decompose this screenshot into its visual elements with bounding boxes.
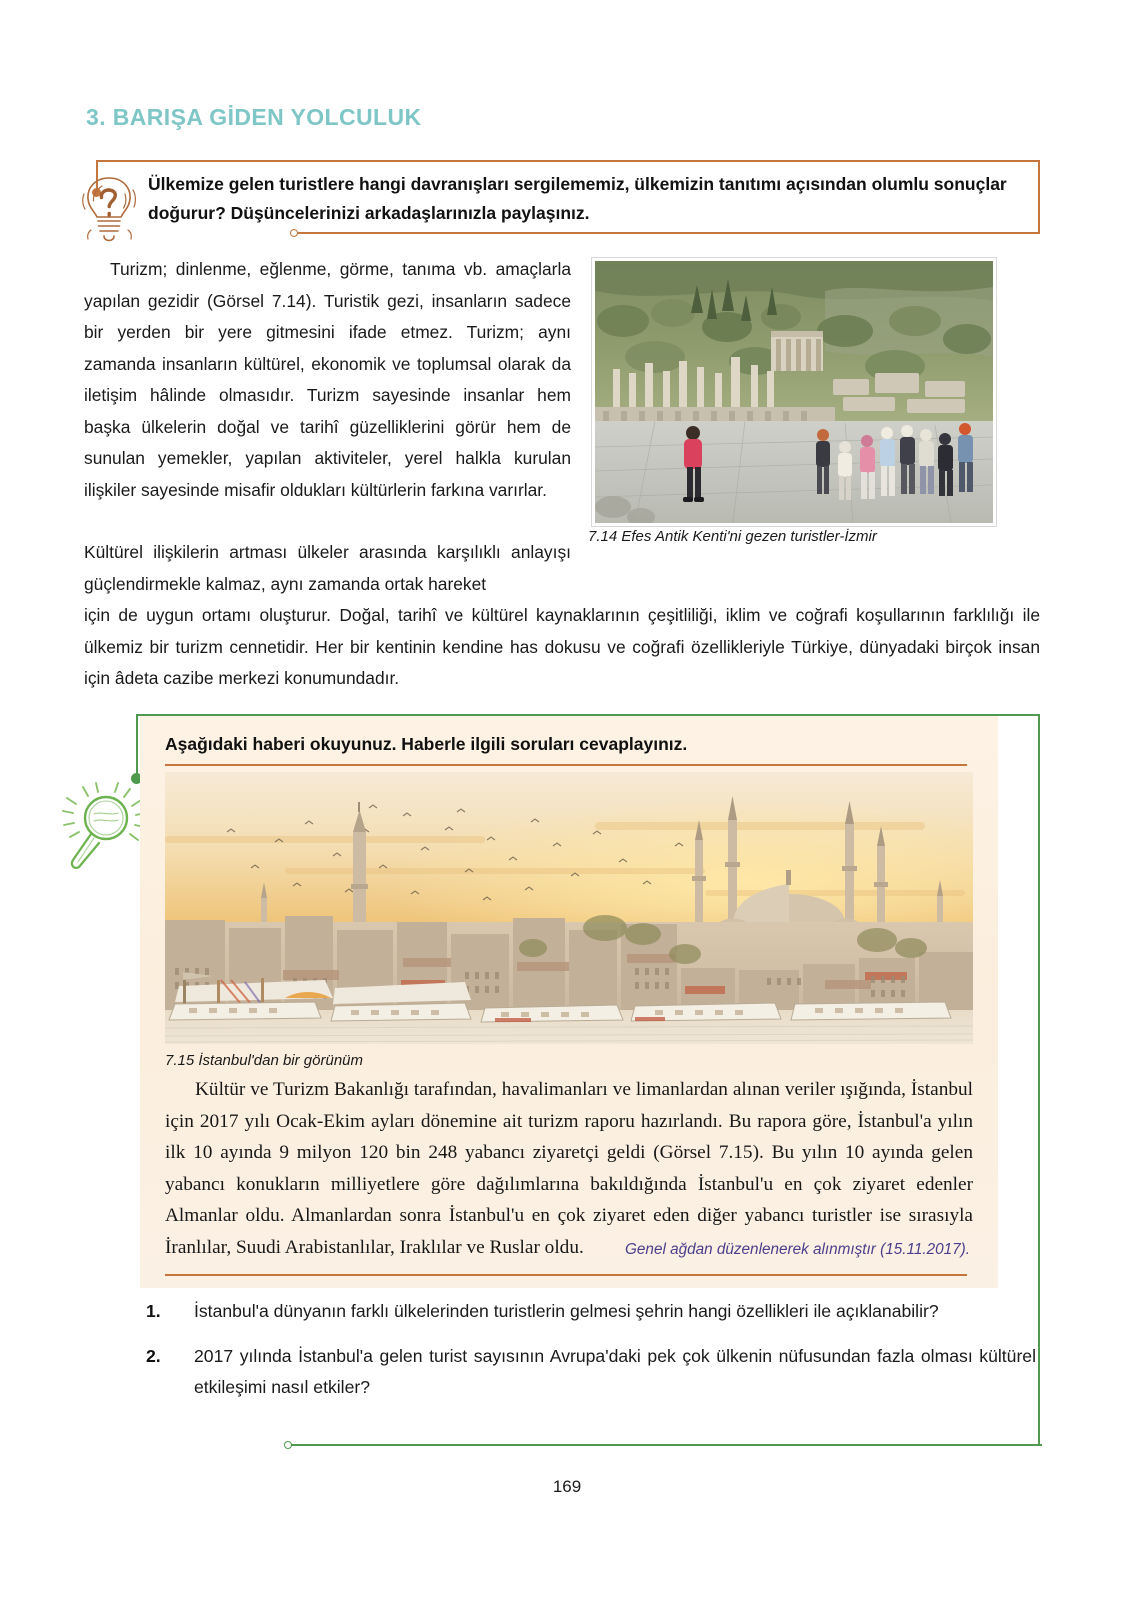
news-card — [140, 716, 998, 1288]
activity-heading: Aşağıdaki haberi okuyunuz. Haberle ilgili soruları cevaplayınız. — [165, 734, 688, 754]
figure-efes-caption: 7.14 Efes Antik Kenti'ni gezen turistler-İzmir — [588, 528, 877, 545]
activity-frame-bottom-dot — [284, 1441, 292, 1449]
question-bulb-icon — [78, 168, 140, 248]
news-bottom-rule — [165, 1274, 967, 1276]
body-paragraph-wrap: Kültürel ilişkilerin artması ülkeler arasında karşılıklı anlayışı güçlendirmekle kalmaz, aynı zamanda ortak hareket — [84, 542, 571, 594]
activity-heading-rule — [165, 764, 967, 766]
page-number: 169 — [552, 1477, 582, 1496]
question-text: 2017 yılında İstanbul'a gelen turist sayısının Avrupa'daki pek çok ülkenin nüfusundan fazla olması kültürel etkileşimi nasıl etkiler? — [194, 1346, 1036, 1397]
discussion-callout — [96, 160, 1040, 232]
magnifier-icon — [58, 780, 144, 888]
figure-istanbul-caption: 7.15 İstanbul'dan bir görünüm — [165, 1052, 363, 1069]
figure-efes-photo — [592, 258, 996, 526]
callout-bottom-dot — [290, 229, 298, 237]
body-paragraph-column — [84, 254, 571, 506]
callout-bottom-rule — [293, 232, 1040, 234]
body-paragraph-full: için de uygun ortamı oluşturur. Doğal, tarihî ve kültürel kaynaklarının çeşitliliği, iklim ve coğrafi koşullarının farklılığı ile ülkemiz bir turizm cennetidir. Her bir kentinin kendine has dokusu ve coğrafi özellikleriyle Türkiye, dünyadaki birçok insan için âdeta cazibe merkezi konumundadır. — [84, 605, 1040, 688]
discussion-callout-text: Ülkemize gelen turistlere hangi davranışları sergilememiz, ülkemizin tanıtımı açısından olumlu sonuçlar doğurur? Düşüncelerinizi arkadaşlarınızla paylaşınız. — [148, 174, 1007, 223]
news-body-text: Kültür ve Turizm Bakanlığı tarafından, havalimanları ve limanlardan alınan veriler ışığında, İstanbul için 2017 yılı Ocak-Ekim ayları dönemine ait turizm raporu hazırlandı. Bu rapora göre, İstanbul'a yılın ilk 10 ayında 9 milyon 120 bin 248 yabancı ziyaretçi geldi (Görsel 7.15). Bu yılın 10 ayında gelen yabancı konukların milliyetlere göre dağılımlarına bakıldığında İstanbul'u en çok ziyaret edenler Almanlar oldu. Almanlardan sonra İstanbul'u en çok ziyaret eden diğer yabancı turistler ise sırasıyla İranlılar, Suudi Arabistanlılar, Iraklılar ve Ruslar oldu. — [165, 1079, 973, 1258]
question-number: 1. — [146, 1301, 161, 1321]
question-text: İstanbul'a dünyanın farklı ülkelerinden turistlerin gelmesi şehrin hangi özellikleri ile açıklanabilir? — [194, 1301, 939, 1321]
activity-frame-stem — [136, 714, 138, 776]
question-number: 2. — [146, 1346, 161, 1366]
question-item — [146, 1296, 1036, 1327]
question-item — [146, 1341, 1036, 1403]
question-list — [146, 1296, 1036, 1417]
body-paragraph-1: Turizm; dinlenme, eğlenme, görme, tanıma vb. amaçlarla yapılan gezidir (Görsel 7.14). Turistik gezi, insanların sadece bir yerden bir yere gitmesini ifade etmez. Turizm; aynı zamanda insanların kültürel, ekonomik ve toplumsal olarak da iletişim hâlinde olmasıdır. Turizm sayesinde insanlar hem başka ülkelerin doğal ve tarihî güzelliklerini görür hem de sunulan yemekler, yapılan aktiviteler, yerel halkla kurulan ilişkiler sayesinde misafir oldukları kültürlerin farkına varırlar. — [84, 259, 571, 500]
news-source-attribution: Genel ağdan düzenlenerek alınmıştır (15.11.2017). — [625, 1241, 970, 1258]
activity-frame-bottom-rule — [288, 1444, 1042, 1446]
page-title: 3. BARIŞA GİDEN YOLCULUK — [86, 104, 422, 130]
figure-istanbul-photo — [165, 772, 973, 1044]
